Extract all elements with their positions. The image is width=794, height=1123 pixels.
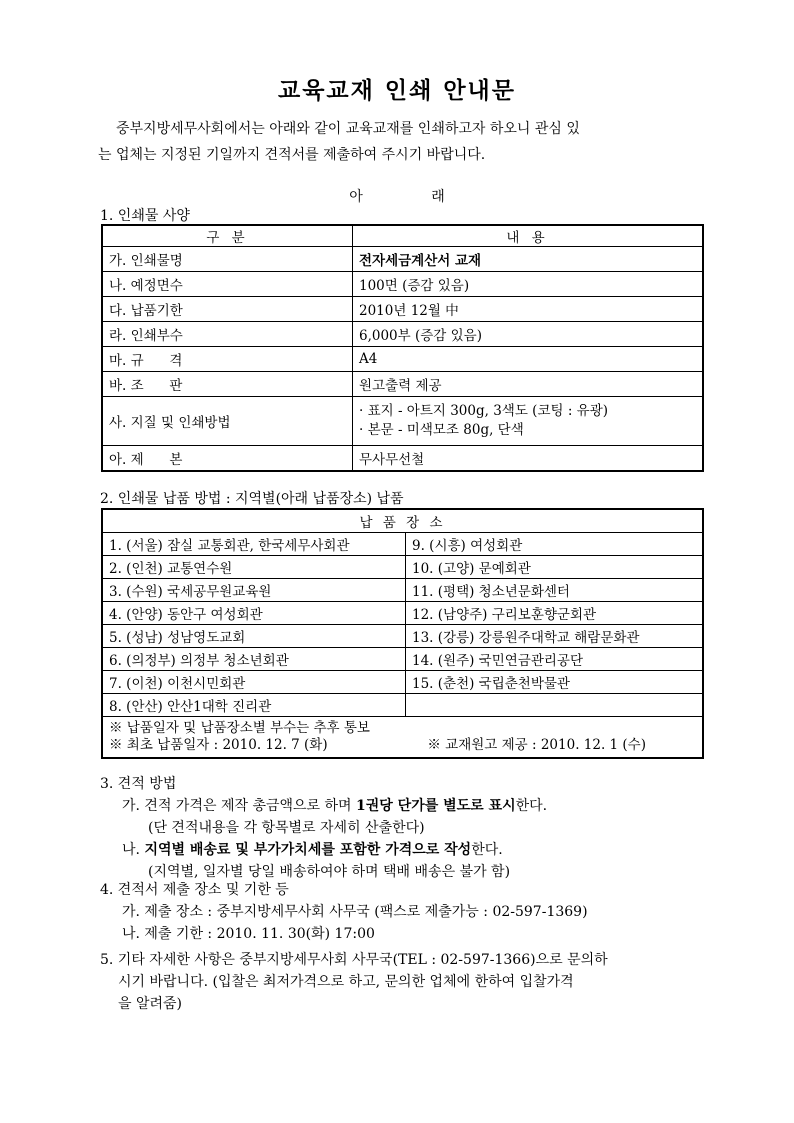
- page-title: 교육교재 인쇄 안내문: [278, 77, 516, 104]
- table-row: [102, 297, 703, 322]
- place-cell: 11. (평택) 청소년문화센터: [406, 579, 704, 602]
- notice-heading: 아 래: [349, 189, 477, 205]
- table-row: [102, 247, 703, 272]
- spec-table: [101, 224, 704, 472]
- place-cell: 1. (서울) 잠실 교통회관, 한국세무사회관: [102, 533, 406, 556]
- item-b-prefix: 나.: [122, 842, 145, 858]
- intro-paragraph: [98, 116, 698, 168]
- spec-label: 나. 예정면수: [102, 272, 353, 297]
- section-3-item-b-note: (지역별, 일자별 당일 배송하여야 하며 택배 배송은 불가 함): [148, 864, 511, 880]
- item-a-emphasis: 1권당 단가를 별도로 표시: [356, 798, 516, 814]
- place-note-row: [102, 717, 703, 759]
- spec-value: 2010년 12월 中: [353, 297, 704, 322]
- section-3-item-a-note: (단 견적내용을 각 항목별로 자세히 산출한다): [148, 820, 425, 836]
- place-cell: 13. (강릉) 강릉원주대학교 해람문화관: [406, 625, 704, 648]
- section-5-line-3: 을 알려줌): [118, 996, 183, 1012]
- table-row: [102, 533, 703, 556]
- delivery-place-table: [101, 508, 704, 759]
- place-header-row: [102, 509, 703, 533]
- manuscript-date: ※ 교재원고 제공 : 2010. 12. 1 (수): [427, 737, 646, 753]
- spec-value: 100면 (증감 있음): [353, 272, 704, 297]
- spec-value: 6,000부 (증감 있음): [353, 322, 704, 347]
- place-note-line-1: ※ 납품일자 및 납품장소별 부수는 추후 통보: [109, 720, 370, 736]
- place-cell: 14. (원주) 국민연금관리공단: [406, 648, 704, 671]
- table-row: [102, 556, 703, 579]
- spec-label: 라. 인쇄부수: [102, 322, 353, 347]
- spec-label: 사. 지질 및 인쇄방법: [102, 397, 353, 446]
- first-delivery-date: ※ 최초 납품일자 : 2010. 12. 7 (화): [109, 737, 328, 753]
- place-cell: 5. (성남) 성남영도교회: [102, 625, 406, 648]
- place-note-line-2: [109, 737, 696, 754]
- item-a-tail: 한다.: [515, 798, 548, 814]
- spec-label: 가. 인쇄물명: [102, 247, 353, 272]
- place-cell: 12. (남양주) 구리보훈향군회관: [406, 602, 704, 625]
- section-1-label: 1. 인쇄물 사양: [100, 208, 190, 224]
- table-row: [102, 648, 703, 671]
- table-row: [102, 625, 703, 648]
- intro-line-1: 중부지방세무사회에서는 아래와 같이 교육교재를 인쇄하고자 하오니 관심 있: [116, 121, 580, 137]
- spec-value: A4: [353, 347, 704, 372]
- table-row: [102, 322, 703, 347]
- spec-value-cover: · 표지 - 아트지 300g, 3색도 (코팅 : 유광): [359, 403, 609, 419]
- spec-label: 바. 조 판: [102, 372, 353, 397]
- section-5-line-2: 시기 바랍니다. (입찰은 최저가격으로 하고, 문의한 업체에 한하여 입찰가격: [118, 974, 574, 990]
- spec-value: 원고출력 제공: [353, 372, 704, 397]
- spec-value: [353, 397, 704, 446]
- spec-value: 전자세금계산서 교재: [353, 247, 704, 272]
- place-cell: 3. (수원) 국세공무원교육원: [102, 579, 406, 602]
- table-row: [102, 397, 703, 446]
- table-row: [102, 272, 703, 297]
- place-cell: 6. (의정부) 의정부 청소년회관: [102, 648, 406, 671]
- table-row: [102, 694, 703, 717]
- spec-header-content: 내 용: [353, 225, 704, 247]
- section-2-label: 2. 인쇄물 납품 방법 : 지역별(아래 납품장소) 납품: [100, 491, 404, 507]
- place-cell: 4. (안양) 동안구 여성회관: [102, 602, 406, 625]
- place-header: 납 품 장 소: [102, 509, 703, 533]
- place-cell: [406, 694, 704, 717]
- section-3-item-a: [100, 795, 547, 817]
- place-cell: 15. (춘천) 국립춘천박물관: [406, 671, 704, 694]
- table-row: [102, 602, 703, 625]
- table-row: [102, 446, 703, 472]
- spec-label: 마. 규 격: [102, 347, 353, 372]
- section-4-label: 4. 견적서 제출 장소 및 기한 등: [100, 882, 289, 898]
- section-3-label: 3. 견적 방법: [100, 776, 177, 792]
- place-cell: 7. (이천) 이천시민회관: [102, 671, 406, 694]
- place-note: [102, 717, 703, 759]
- spec-header-row: [102, 225, 703, 247]
- item-a-text: 가. 견적 가격은 제작 총금액으로 하며: [122, 798, 357, 814]
- spec-value-body: · 본문 - 미색모조 80g, 단색: [359, 422, 524, 438]
- place-cell: 10. (고양) 문예회관: [406, 556, 704, 579]
- section-5-line-1: 5. 기타 자세한 사항은 중부지방세무사회 사무국(TEL : 02-597-1366)으로 문의하: [100, 952, 608, 968]
- intro-line-2: 는 업체는 지정된 기일까지 견적서를 제출하여 주시기 바랍니다.: [98, 147, 486, 163]
- item-b-emphasis: 지역별 배송료 및 부가가치세를 포함한 가격으로 작성: [144, 842, 472, 858]
- table-row: [102, 347, 703, 372]
- section-4: [100, 879, 588, 945]
- place-cell: 8. (안산) 안산1대학 진리관: [102, 694, 406, 717]
- section-4-item-a: 가. 제출 장소 : 중부지방세무사회 사무국 (팩스로 제출가능 : 02-597-1369): [122, 904, 588, 920]
- spec-value: 무사무선철: [353, 446, 704, 472]
- table-row: [102, 671, 703, 694]
- section-3: [100, 773, 547, 883]
- spec-header-category: 구 분: [102, 225, 353, 247]
- item-b-tail: 한다.: [471, 842, 503, 858]
- section-4-item-b: 나. 제출 기한 : 2010. 11. 30(화) 17:00: [122, 926, 375, 942]
- place-cell: 2. (인천) 교통연수원: [102, 556, 406, 579]
- table-row: [102, 579, 703, 602]
- section-3-item-b: [100, 839, 547, 861]
- section-5: [100, 949, 700, 1015]
- spec-label: 아. 제 본: [102, 446, 353, 472]
- place-cell: 9. (시흥) 여성회관: [406, 533, 704, 556]
- spec-label: 다. 납품기한: [102, 297, 353, 322]
- table-row: [102, 372, 703, 397]
